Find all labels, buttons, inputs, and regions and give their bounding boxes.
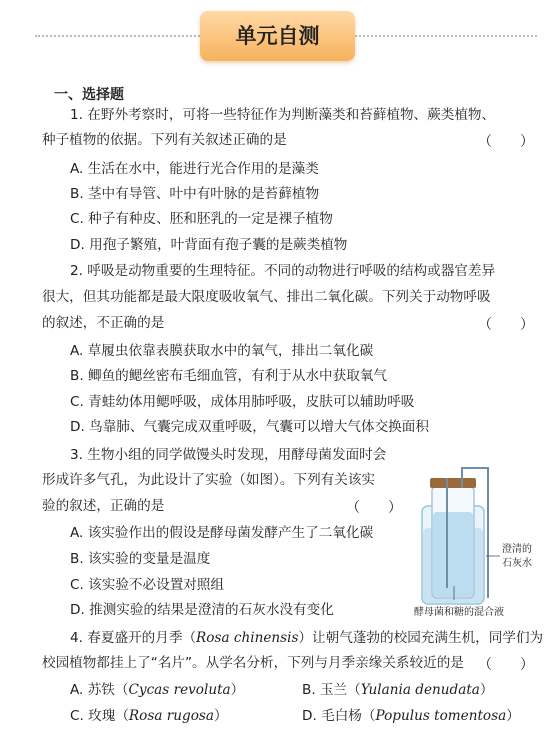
question-stem-line: 4. 春夏盛开的月季（Rosa chinensis）让朝气蓬勃的校园充满生机，同学们为 [70, 630, 544, 646]
option-d[interactable]: D. 用孢子繁殖，叶背面有孢子囊的是蕨类植物 [70, 237, 348, 253]
question-stem-line: 验的叙述，正确的是 [42, 498, 165, 514]
option-c[interactable]: C. 种子有种皮、胚和胚乳的一定是裸子植物 [70, 211, 333, 227]
option-a[interactable]: A. 该实验作出的假设是酵母菌发酵产生了二氧化碳 [70, 525, 374, 541]
latin-name: Cycas revoluta [128, 682, 231, 698]
option-a[interactable]: A. 草履虫依靠表膜获取水中的氧气，排出二氧化碳 [70, 343, 374, 359]
answer-blank[interactable]: （ ） [478, 657, 534, 673]
question-stem-line: 3. 生物小组的同学做馒头时发现，用酵母菌发面时会 [70, 447, 387, 463]
figure-label-limewater-line2: 石灰水 [502, 558, 532, 569]
question-stem-line: 很大，但其功能都是最大限度吸收氧气、排出二氧化碳。下列关于动物呼吸 [42, 289, 491, 305]
option-c[interactable]: C. 该实验不必设置对照组 [70, 577, 225, 593]
question-stem-line: 校园植物都挂上了“名片”。从学名分析，下列与月季亲缘关系较近的是 [42, 655, 464, 671]
option-b[interactable]: B. 鲫鱼的鳃丝密布毛细血管，有利于从水中获取氧气 [70, 368, 388, 384]
option-a[interactable]: A. 苏铁（Cycas revoluta） [70, 682, 245, 698]
question-stem-line: 1. 在野外考察时，可将一些特征作为判断藻类和苔藓植物、蕨类植物、 [70, 107, 496, 123]
figure-label-yeast-sugar-mixture: 酵母菌和糖的混合液 [414, 607, 504, 618]
question-stem-line: 2. 呼吸是动物重要的生理特征。不同的动物进行呼吸的结构或器官差异 [70, 263, 496, 279]
option-d[interactable]: D. 推测实验的结果是澄清的石灰水没有变化 [70, 602, 334, 618]
option-b[interactable]: B. 该实验的变量是温度 [70, 551, 211, 567]
answer-blank[interactable]: （ ） [478, 317, 534, 333]
figure-label-limewater-line1: 澄清的 [502, 544, 532, 555]
unit-title: 单元自测 [235, 24, 320, 48]
option-b[interactable]: B. 玉兰（Yulania denudata） [302, 682, 494, 698]
dotted-rule-left [35, 35, 200, 37]
latin-name: Yulania denudata [360, 682, 480, 698]
dotted-rule-right [355, 35, 537, 37]
option-c[interactable]: C. 玫瑰（Rosa rugosa） [70, 708, 228, 724]
question-stem-line: 形成许多气孔，为此设计了实验（如图）。下列有关该实 [42, 472, 376, 488]
option-d[interactable]: D. 毛白杨（Populus tomentosa） [302, 708, 520, 724]
section-title: 一、选择题 [54, 87, 124, 103]
answer-blank[interactable]: （ ） [478, 134, 534, 150]
answer-blank[interactable]: （ ） [346, 500, 402, 516]
unit-title-banner [200, 11, 355, 61]
option-c[interactable]: C. 青蛙幼体用鳃呼吸，成体用肺呼吸，皮肤可以辅助呼吸 [70, 394, 415, 410]
option-a[interactable]: A. 生活在水中，能进行光合作用的是藻类 [70, 161, 319, 177]
latin-name: Populus tomentosa [375, 708, 507, 724]
option-b[interactable]: B. 茎中有导管、叶中有叶脉的是苔藓植物 [70, 186, 320, 202]
question-stem-line: 种子植物的依据。下列有关叙述正确的是 [42, 132, 287, 148]
latin-name: Rosa chinensis [196, 630, 299, 646]
option-d[interactable]: D. 鸟靠肺、气囊完成双重呼吸，气囊可以增大气体交换面积 [70, 419, 429, 435]
question-stem-line: 的叙述，不正确的是 [42, 315, 165, 331]
experiment-figure [414, 466, 542, 616]
latin-name: Rosa rugosa [128, 708, 214, 724]
